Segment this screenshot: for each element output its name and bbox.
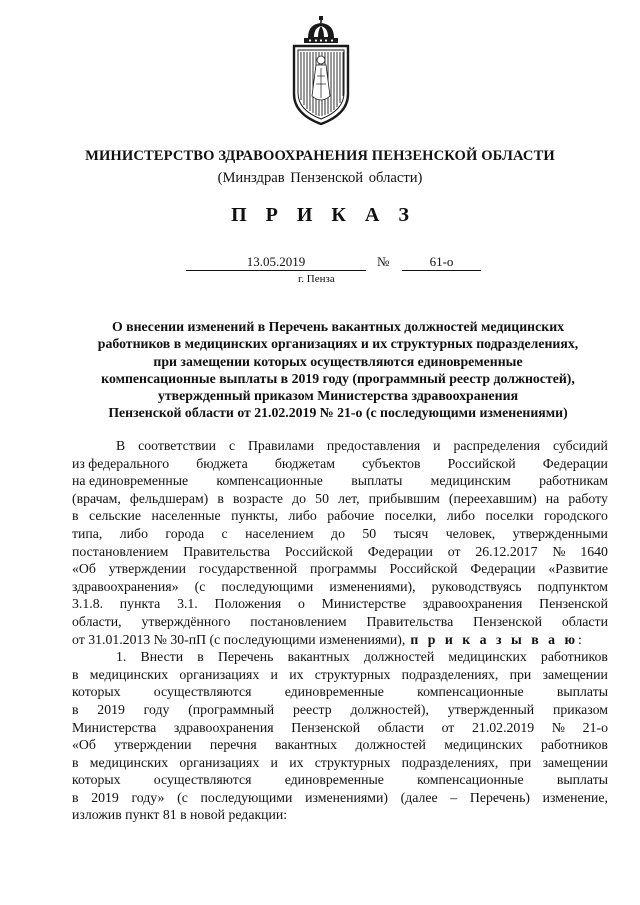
body-word: Российской <box>447 455 516 471</box>
body-word: при <box>509 666 532 682</box>
body-word: 50 <box>315 490 329 506</box>
body-word: (переехавшим) <box>448 490 537 506</box>
body-word: 26.12.2017 <box>475 543 538 559</box>
body-word: (с <box>177 789 188 805</box>
body-word: утвержденными <box>512 525 608 541</box>
number-sign: № <box>377 254 390 269</box>
body-word: до <box>331 525 345 541</box>
body-line <box>72 578 608 596</box>
body-word: их <box>289 754 304 770</box>
body-word: 2019 <box>97 701 125 717</box>
body-word: тысяч <box>393 525 429 541</box>
body-word: с <box>221 525 228 541</box>
body-word: (врачам, <box>72 490 121 506</box>
body-word: Правительства <box>183 543 271 559</box>
body-word: утверждении <box>108 561 186 577</box>
body-word: пункта <box>119 596 161 612</box>
body-word: изменениями) <box>305 789 388 805</box>
body-word: выплаты <box>556 684 608 700</box>
body-word: от <box>447 543 461 559</box>
body-word: из федерального <box>72 455 170 471</box>
body-word: утверждении <box>114 737 192 753</box>
body-word: Пензенской <box>291 719 361 735</box>
body-word: области <box>377 719 424 735</box>
body-line <box>72 613 608 631</box>
body-word: Российской <box>284 543 353 559</box>
body-word: на <box>545 490 560 506</box>
order-date: 13.05.2019 <box>186 254 366 271</box>
body-word: Пензенской <box>539 596 608 612</box>
ministry-full-name: МИНИСТЕРСТВО ЗДРАВООХРАНЕНИЯ ПЕНЗЕНСКОЙ ОБЛАСТИ <box>85 148 555 164</box>
body-word: выплаты <box>556 772 608 788</box>
body-line <box>72 683 608 701</box>
body-word: от <box>441 719 455 735</box>
body-word: медицинских <box>448 649 527 665</box>
body-word: в <box>72 666 79 682</box>
heading-line: утвержденный приказом Министерства здравоохранения <box>157 388 519 404</box>
body-word: «Об <box>72 737 96 753</box>
body-line <box>72 701 608 719</box>
body-word: города <box>165 525 205 541</box>
body-word: прибывшим <box>368 490 440 506</box>
body-word: работников <box>540 649 608 665</box>
body-word: предоставления <box>326 438 421 453</box>
body-word: 50 <box>362 525 377 541</box>
body-word: компенсационные <box>417 684 524 700</box>
body-line <box>72 806 608 824</box>
body-word: осуществляются <box>153 772 252 788</box>
heading-line: при замещении которых осуществляются единовременные <box>153 353 523 369</box>
body-word: Пензенской <box>473 613 542 629</box>
body-line <box>72 595 608 613</box>
body-word: с <box>228 438 236 453</box>
body-word: в <box>72 754 79 770</box>
ministry-short-name: (Минздрав Пензенской области) <box>217 170 423 186</box>
body-word: структурных <box>314 754 391 770</box>
body-word: Перечень) <box>469 789 530 805</box>
body-word: последующими <box>200 789 293 805</box>
body-word: здравоохранения <box>173 719 274 735</box>
body-word: единовременные <box>284 684 384 700</box>
body-word: постановлением <box>250 613 347 629</box>
body-word: замещении <box>542 754 608 770</box>
body-line <box>72 631 608 649</box>
order-number: 61-о <box>402 254 481 271</box>
body-word: утверждённого <box>141 613 231 629</box>
body-word: 21-о <box>582 719 608 735</box>
body-word: организациях <box>179 754 260 770</box>
body-word: при <box>509 754 532 770</box>
order-heading <box>68 318 608 422</box>
body-word: Внести <box>140 649 184 665</box>
body-line <box>72 754 608 772</box>
body-word: их <box>289 666 304 682</box>
body-word: лет, <box>338 490 360 506</box>
body-word: поселки, <box>384 508 437 524</box>
document-type-title: П Р И К А З <box>231 204 416 226</box>
body-word: поселки <box>485 508 534 524</box>
body-word: области, <box>72 613 122 629</box>
body-word: и <box>270 666 278 682</box>
body-word: должностей <box>363 649 435 665</box>
body-word: Министерства <box>72 719 157 735</box>
order-directive-word: п р и к а з ы в а ю: <box>410 631 582 647</box>
body-line <box>72 543 608 561</box>
body-word: медицинских <box>444 737 523 753</box>
body-line <box>72 507 608 525</box>
heading-line: компенсационные выплаты в 2019 году (программный реестр должностей), <box>101 370 575 386</box>
body-word: сельские <box>89 508 141 524</box>
body-word: субсидий <box>552 438 608 453</box>
body-word: Правилами <box>247 438 314 453</box>
body-word: (программный <box>188 701 275 717</box>
body-word: и <box>433 438 441 453</box>
body-word: Перечень <box>217 649 274 665</box>
body-line <box>72 771 608 789</box>
body-word: (далее <box>400 789 438 805</box>
body-word: 21.02.2019 <box>472 719 535 735</box>
body-word: последующими <box>221 578 314 594</box>
body-word: работников <box>540 737 608 753</box>
body-word: медицинских <box>89 754 169 770</box>
body-line <box>72 666 608 684</box>
body-word: медицинских <box>89 666 169 682</box>
body-word: выплаты <box>351 473 403 489</box>
coat-of-arms-emblem <box>290 16 352 128</box>
body-line <box>72 472 608 490</box>
body-word: подразделениях, <box>401 666 499 682</box>
body-word: утвержденный <box>447 701 535 717</box>
body-word: программы <box>310 561 377 577</box>
body-word: осуществляются <box>153 684 252 700</box>
body-line <box>72 455 608 473</box>
body-word: № <box>552 543 566 559</box>
body-word: в <box>217 490 224 506</box>
body-line-text: изложив пункт 81 в новой редакции: <box>72 807 288 823</box>
body-word: № <box>551 719 565 735</box>
body-word: перечня <box>209 737 257 753</box>
body-word: в <box>72 508 79 524</box>
body-word: Федерации <box>367 543 433 559</box>
body-word: «Об <box>72 561 96 577</box>
body-word: человек, <box>445 525 496 541</box>
body-word: либо <box>288 508 317 524</box>
body-word: компенсационные <box>417 772 524 788</box>
body-word: году <box>143 701 170 717</box>
body-word: руководствуясь <box>431 578 522 594</box>
body-word: подпунктом <box>537 578 608 594</box>
body-word: либо <box>446 508 475 524</box>
body-word: 1. <box>116 649 127 665</box>
body-line <box>72 789 608 807</box>
body-word: рабочие <box>327 508 375 524</box>
body-word: подразделениях, <box>401 754 499 770</box>
body-word: либо <box>119 525 148 541</box>
body-word: 1640 <box>580 543 608 559</box>
body-line <box>72 648 608 666</box>
city-name: г. Пенза <box>298 273 335 285</box>
body-word: постановлением <box>72 543 169 559</box>
body-word: возрасте <box>232 490 284 506</box>
body-line <box>72 560 608 578</box>
body-word: работу <box>568 490 608 506</box>
body-word: организациях <box>179 666 260 682</box>
body-word: работникам <box>539 473 608 489</box>
body-word: которых <box>72 684 121 700</box>
body-word: реестр <box>292 701 332 717</box>
body-word: которых <box>72 772 121 788</box>
body-word: на единовременные <box>72 473 189 489</box>
body-word: «Развитие <box>548 561 608 577</box>
order-body <box>72 437 608 824</box>
body-word: Российской <box>389 561 458 577</box>
body-word: в <box>72 701 79 717</box>
body-line <box>72 490 608 508</box>
body-word: приказом <box>552 701 608 717</box>
body-word: должностей <box>355 737 426 753</box>
body-word: 3.1.8. <box>72 596 104 612</box>
body-word: городского <box>544 508 608 524</box>
body-word: 2019 <box>91 789 119 805</box>
body-word: Федерации <box>542 455 608 471</box>
body-line <box>72 736 608 754</box>
body-word: в <box>72 789 79 805</box>
body-word: изменениями), <box>329 578 416 594</box>
body-word: бюджета <box>196 455 248 471</box>
body-word: Федерации <box>470 561 536 577</box>
body-word: замещении <box>542 666 608 682</box>
body-line <box>72 437 608 455</box>
body-word: здравоохранения» <box>72 578 179 594</box>
heading-line: Пензенской области от 21.02.2019 № 21-о (с последующими изменениями) <box>108 405 568 421</box>
body-word: В <box>116 438 126 453</box>
body-word: в <box>197 649 204 665</box>
body-word: здравоохранения <box>422 596 523 612</box>
body-word: населенные <box>151 508 221 524</box>
body-word: бюджетам <box>274 455 336 471</box>
body-line <box>72 525 608 543</box>
body-word: соответствии <box>138 438 217 453</box>
body-word: населением <box>245 525 314 541</box>
body-line <box>72 719 608 737</box>
body-word: должностей), <box>350 701 429 717</box>
body-line-text: от 31.01.2013 № 30-пП (с последующими изменениями), <box>72 631 406 647</box>
body-word: (с <box>194 578 206 594</box>
body-word: медицинским <box>430 473 511 489</box>
body-word: Министерстве <box>321 596 406 612</box>
body-word: области <box>561 613 608 629</box>
body-word: Положения <box>214 596 282 612</box>
body-word: Правительства <box>366 613 454 629</box>
body-word: фельдшерам) <box>129 490 209 506</box>
body-word: государственной <box>198 561 298 577</box>
body-word: – <box>450 789 458 805</box>
body-word: изменение, <box>542 789 608 805</box>
body-word: вакантных <box>275 737 338 753</box>
body-word: и <box>270 754 278 770</box>
heading-line: О внесении изменений в Перечень вакантных должностей медицинских <box>111 319 565 334</box>
body-word: 3.1. <box>177 596 198 612</box>
body-word: вакантных <box>287 649 350 665</box>
body-word: субъектов <box>362 455 421 471</box>
heading-line: работников в медицинских организациях и их структурных подразделениях, <box>97 336 579 352</box>
body-word: типа, <box>72 525 103 541</box>
body-word: о <box>297 596 305 612</box>
body-word: году» <box>131 789 165 805</box>
body-word: распределения <box>453 438 541 453</box>
body-word: до <box>292 490 307 506</box>
body-word: пункты, <box>231 508 279 524</box>
body-word: структурных <box>314 666 391 682</box>
body-word: единовременные <box>284 772 384 788</box>
body-word: компенсационные <box>216 473 323 489</box>
